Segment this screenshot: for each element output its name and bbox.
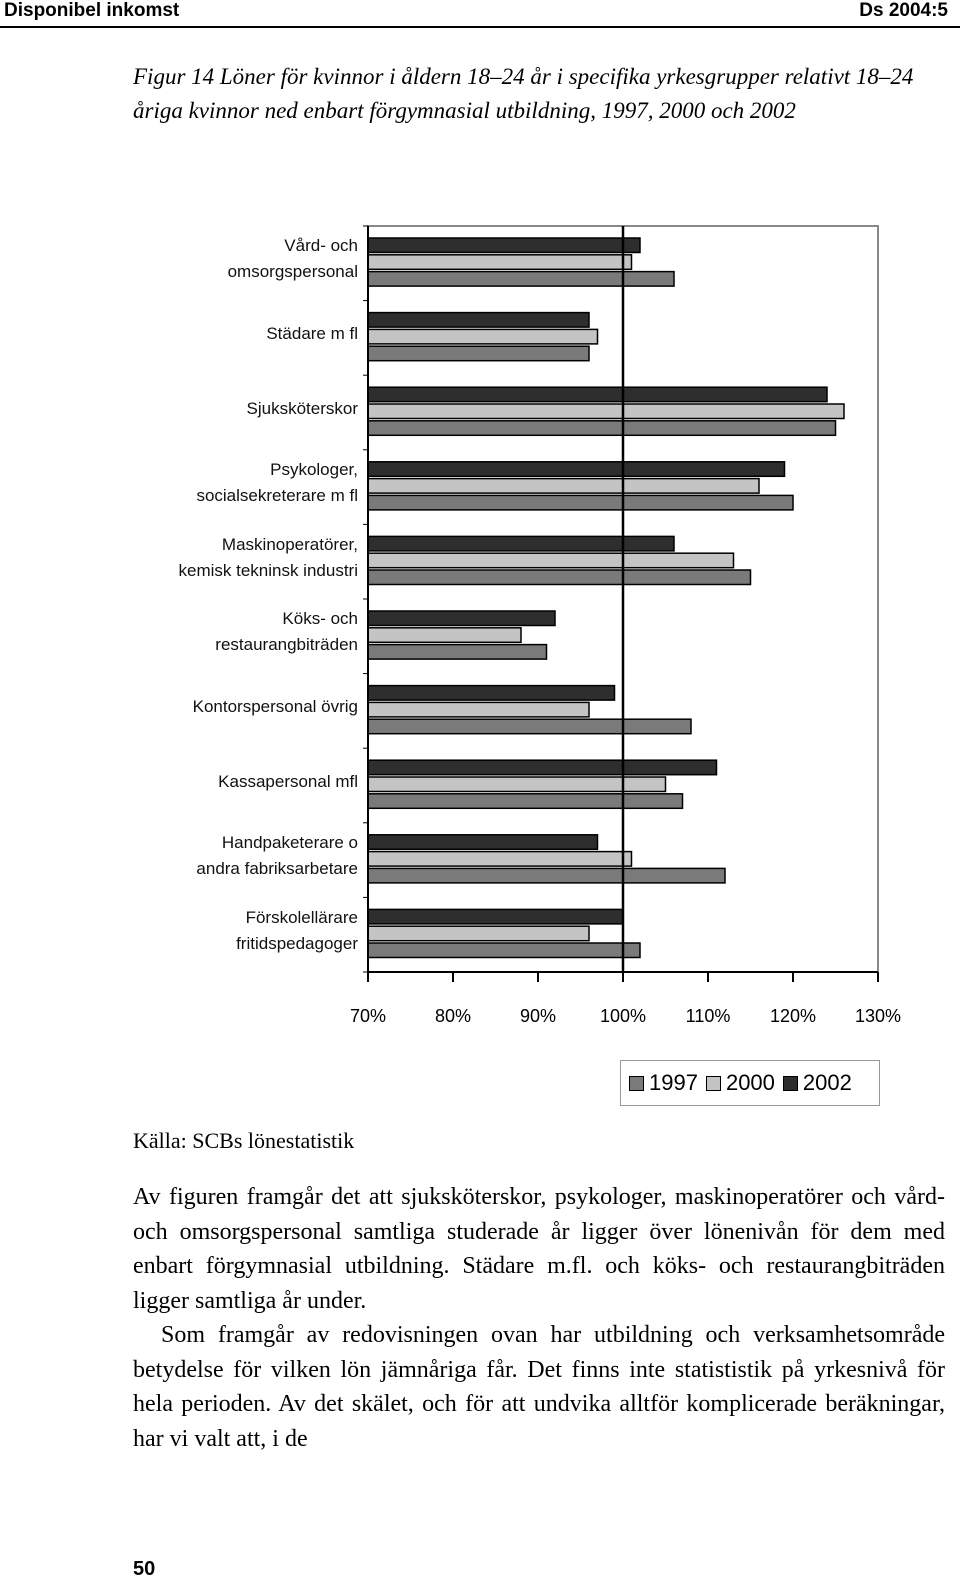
category-label-line: Förskolellärare	[245, 907, 358, 927]
legend-item-2002	[783, 1070, 852, 1096]
chart-legend	[620, 1060, 880, 1106]
bar-2000	[368, 926, 589, 941]
bar-2000	[368, 852, 632, 867]
bar-2002	[368, 760, 717, 775]
category-label-line: Handpaketerare o	[221, 833, 358, 853]
legend-label: 2000	[725, 1070, 775, 1095]
body-text	[133, 1180, 945, 1456]
x-tick-label: 70%	[349, 1006, 387, 1026]
bar-2000	[368, 329, 598, 344]
bar-1997	[368, 570, 751, 585]
category-label-line: kemisk tekninsk industri	[178, 560, 358, 580]
bar-1997	[368, 719, 691, 734]
x-tick-label: 100%	[599, 1006, 647, 1026]
bar-2000	[368, 553, 734, 568]
bar-2002	[368, 835, 598, 850]
category-label-line: Köks- och	[282, 609, 358, 629]
legend-swatch	[706, 1076, 721, 1091]
category-label-line: Maskinoperatörer,	[221, 534, 358, 554]
bar-2000	[368, 479, 759, 494]
category-label-line: Vård- och	[284, 236, 358, 256]
category-label-line: Kassapersonal mfl	[218, 771, 358, 791]
category-label-line: socialsekreterare m fl	[196, 486, 358, 506]
bar-1997	[368, 794, 683, 809]
category-label-line: omsorgspersonal	[227, 262, 358, 282]
bar-2000	[368, 628, 521, 643]
legend-item-2000	[706, 1070, 775, 1096]
running-header-doc-id: Ds 2004:5	[859, 0, 948, 21]
bar-2002	[368, 909, 623, 924]
bar-2000	[368, 404, 844, 419]
bar-2000	[368, 777, 666, 792]
legend-swatch	[783, 1076, 798, 1091]
bar-2000	[368, 255, 632, 269]
x-tick-label: 130%	[854, 1006, 902, 1026]
category-label-line: Städare m fl	[266, 323, 358, 343]
bar-2002	[368, 536, 674, 551]
page-number: 50	[133, 1558, 156, 1580]
bar-2002	[368, 387, 827, 402]
bar-2002	[368, 238, 640, 253]
bar-1997	[368, 272, 674, 287]
bar-2002	[368, 462, 785, 477]
bar-1997	[368, 868, 725, 883]
category-label-line: Sjuksköterskor	[246, 398, 358, 418]
bar-1997	[368, 645, 547, 660]
legend-item-1997	[629, 1070, 698, 1096]
bar-1997	[368, 495, 793, 510]
bar-2002	[368, 313, 589, 328]
category-label-line: restaurangbiträden	[215, 635, 358, 655]
bar-2002	[368, 611, 555, 626]
bar-1997	[368, 943, 640, 958]
body-paragraph-1: Av figuren framgår det att sjuksköterskor, psykologer, maskinoperatörer och vård- och omsorgspersonal samtliga studerade år ligger över lönenivån för dem med enbart förgymnasial utbildning. Städare m.fl. och köks- och restaurangbiträden ligger samtliga år under.	[133, 1184, 945, 1314]
x-tick-label: 120%	[769, 1006, 817, 1026]
legend-swatch	[629, 1076, 644, 1091]
x-tick-label: 80%	[434, 1006, 472, 1026]
x-tick-label: 110%	[685, 1006, 731, 1026]
running-header-title: Disponibel inkomst	[4, 0, 180, 21]
legend-label: 2002	[802, 1070, 852, 1095]
category-label-line: Psykologer,	[270, 460, 358, 480]
bar-1997	[368, 421, 836, 436]
figure-source: Källa: SCBs lönestatistik	[133, 1128, 355, 1153]
x-tick-label: 90%	[519, 1006, 557, 1026]
body-paragraph-2: Som framgår av redovisningen ovan har utbildning och verksamhetsområde betydelse för vilken lön jämnåriga får. Det finns inte statististik på yrkesnivå för hela perioden. Av det skälet, och för att undvika alltför komplicerade beräkningar, har vi valt att, i de	[133, 1322, 945, 1452]
bar-2000	[368, 702, 589, 717]
legend-label: 1997	[649, 1070, 698, 1095]
bar-1997	[368, 346, 589, 361]
bar-2002	[368, 686, 615, 701]
figure-caption: Figur 14 Löner för kvinnor i åldern 18–24 år i specifika yrkesgrupper relativt 18–24 åriga kvinnor ned enbart förgymnasial utbildning, 1997, 2000 och 2002	[133, 64, 914, 123]
category-label-line: Kontorspersonal övrig	[192, 696, 358, 716]
category-label-line: fritidspedagoger	[236, 933, 358, 953]
category-label-line: andra fabriksarbetare	[196, 859, 358, 879]
